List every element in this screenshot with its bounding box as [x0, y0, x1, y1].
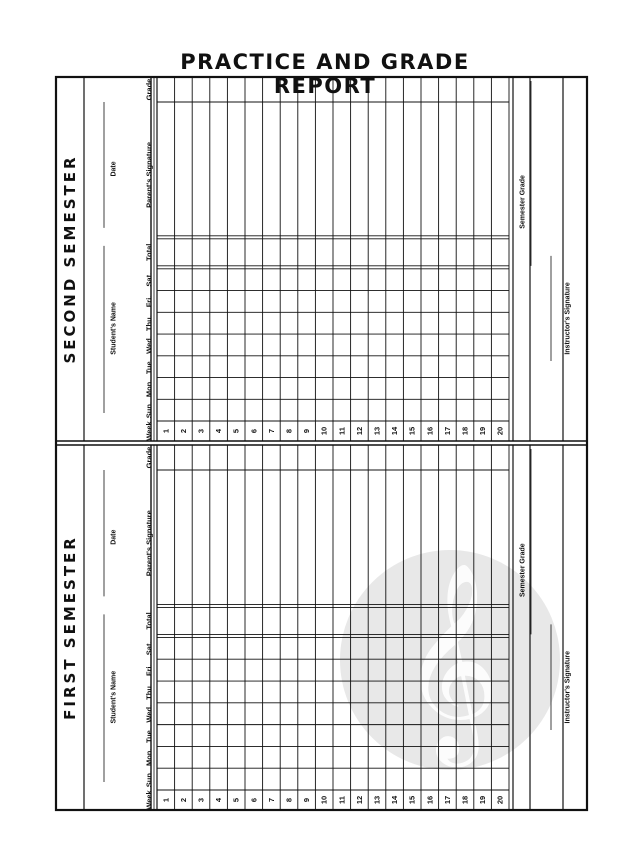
week-number: 13 [372, 795, 382, 805]
parent-signature-header: Parent's Signature [144, 510, 154, 577]
week-number: 8 [284, 428, 294, 434]
weekday-header: Fri. [144, 664, 154, 676]
semester-title: SECOND SEMESTER [61, 154, 79, 364]
week-number: 7 [266, 797, 276, 803]
semester-grade-label: Semester Grade [519, 175, 527, 229]
week-number: 18 [460, 795, 470, 805]
weekday-header: Fri. [144, 295, 154, 308]
week-number: 3 [196, 797, 206, 803]
week-number: 4 [214, 428, 224, 434]
week-number: 16 [425, 795, 435, 805]
weekday-header: Sat. [144, 641, 154, 656]
grade-header: Grade [144, 78, 154, 101]
total-header: Total [144, 612, 154, 630]
week-number: 16 [425, 426, 435, 436]
total-header: Total [144, 243, 154, 262]
week-number: 17 [442, 795, 452, 805]
week-number: 19 [478, 426, 488, 436]
weekday-header: Sun. [144, 402, 154, 419]
weekday-header: Tue. [144, 359, 154, 375]
week-number: 14 [390, 795, 400, 805]
week-number: 14 [390, 426, 400, 436]
week-number: 2 [178, 797, 188, 803]
week-number: 2 [178, 428, 188, 434]
semester-section-1 [61, 445, 572, 810]
students-name-label: Student's Name [110, 302, 118, 355]
week-number: 8 [284, 797, 294, 803]
semester-grade-label: Semester Grade [519, 543, 527, 598]
week-number: 20 [495, 426, 505, 436]
week-number: 17 [442, 426, 452, 436]
week-number: 5 [231, 797, 241, 803]
weekday-header: Sun. [144, 770, 154, 788]
weekday-header: Sat. [144, 272, 154, 287]
semester-section-2 [61, 77, 572, 441]
week-number: 15 [407, 795, 417, 805]
week-number: 9 [302, 797, 312, 803]
week-number: 20 [495, 795, 505, 805]
students-name-label: Student's Name [110, 670, 118, 724]
date-label: Date [110, 161, 118, 177]
week-header: Week [144, 421, 154, 441]
weekday-header: Thu. [144, 684, 154, 700]
weekday-header: Tue. [144, 728, 154, 743]
week-number: 1 [161, 797, 171, 803]
week-number: 10 [319, 426, 329, 436]
weekday-header: Wed. [144, 704, 154, 723]
parent-signature-header: Parent's Signature [144, 141, 154, 208]
week-number: 6 [249, 797, 259, 803]
week-number: 1 [161, 428, 171, 434]
week-number: 19 [478, 795, 488, 805]
week-number: 12 [354, 795, 364, 805]
week-number: 7 [266, 428, 276, 434]
grade-header: Grade [144, 446, 154, 469]
week-number: 11 [337, 427, 347, 435]
week-number: 5 [231, 428, 241, 434]
weekday-header: Mon. [144, 379, 154, 398]
week-number: 3 [196, 428, 206, 434]
week-number: 4 [214, 797, 224, 803]
week-number: 12 [354, 426, 364, 436]
semester-title: FIRST SEMESTER [61, 535, 79, 720]
week-number: 18 [460, 426, 470, 436]
weekday-header: Wed. [144, 336, 154, 354]
weekday-header: Thu. [144, 315, 154, 332]
week-number: 10 [319, 795, 329, 805]
week-number: 11 [337, 796, 347, 804]
instructors-signature-label: Instructor's Signature [564, 650, 572, 724]
date-label: Date [110, 529, 118, 545]
weekday-header: Mon. [144, 748, 154, 767]
page-title: PRACTICE AND GRADE REPORT [180, 50, 470, 98]
week-number: 9 [302, 428, 312, 434]
form-border [56, 77, 587, 810]
week-header: Week [144, 790, 154, 810]
week-number: 15 [407, 426, 417, 436]
week-number: 13 [372, 426, 382, 436]
treble-clef-icon: 𝄞 [399, 561, 501, 759]
week-number: 6 [249, 428, 259, 434]
instructors-signature-label: Instructor's Signature [564, 282, 572, 355]
